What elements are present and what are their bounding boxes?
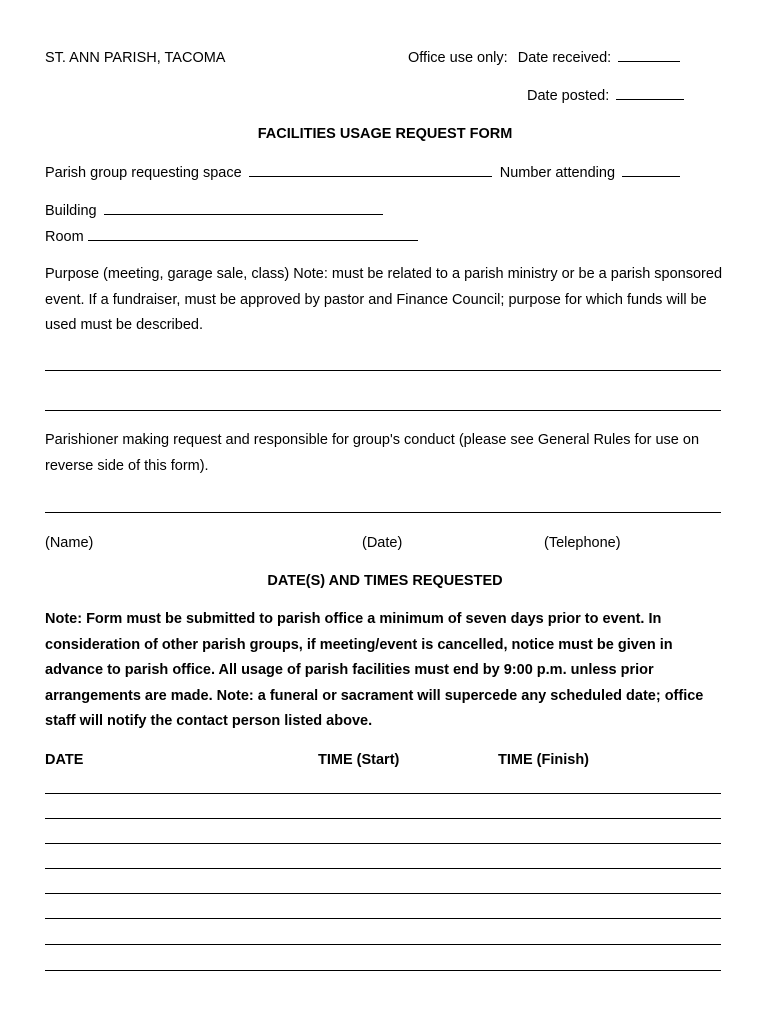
name-label: (Name) [45,535,94,551]
schedule-line-6[interactable] [45,918,721,919]
building-row [45,204,383,219]
group-field[interactable] [249,176,492,177]
responsible-text: Parishioner making request and responsible for group's conduct (please see General Rules for use on reverse side of this form). [45,432,700,474]
group-row [45,166,680,181]
schedule-line-5[interactable] [45,893,721,894]
purpose-line-1[interactable] [45,370,721,371]
date-posted-field[interactable] [616,99,684,100]
date-posted-label: Date posted: [527,88,610,104]
attending-label: Number attending [499,165,616,181]
schedule-line-1[interactable] [45,793,721,794]
telephone-label: (Telephone) [544,535,621,551]
date-label: (Date) [362,535,403,551]
purpose-text: Purpose (meeting, garage sale, class) Note: must be related to a parish ministry or be a parish sponsored event. If a fundraiser, must be approved by pastor and Finance Council; purpose for which funds will be used must be described. [45,266,723,333]
room-row [45,230,418,245]
building-field[interactable] [104,214,383,215]
column-date: DATE [45,752,84,768]
schedule-line-3[interactable] [45,843,721,844]
attending-field[interactable] [622,176,680,177]
parish-name: ST. ANN PARISH, TACOMA [45,50,226,66]
schedule-line-8[interactable] [45,970,721,971]
form-title: FACILITIES USAGE REQUEST FORM [257,126,513,142]
purpose-line-2[interactable] [45,410,721,411]
contact-line[interactable] [45,512,721,513]
schedule-line-4[interactable] [45,868,721,869]
schedule-line-2[interactable] [45,818,721,819]
office-use-label: Office use only: [408,50,508,66]
date-posted-block [527,89,684,104]
dates-heading: DATE(S) AND TIMES REQUESTED [267,573,503,589]
column-time-finish: TIME (Finish) [498,752,590,768]
date-received-label: Date received: [517,50,612,66]
note-text: Note: Form must be submitted to parish office a minimum of seven days prior to event. In consideration of other parish groups, if meeting/event is cancelled, notice must be given in advance to parish office. All usage of parish facilities must end by 9:00 p.m. unless prior arrangements are made. Note: a funeral or sacrament will supercede any scheduled date; office staff will notify the contact person listed above. [45,611,704,729]
date-received-field[interactable] [618,61,680,62]
column-time-start: TIME (Start) [318,752,400,768]
office-use-block [408,51,680,66]
schedule-line-7[interactable] [45,944,721,945]
room-field[interactable] [88,240,418,241]
building-label: Building [45,203,97,219]
group-label: Parish group requesting space [45,165,242,181]
room-label: Room [45,229,84,245]
